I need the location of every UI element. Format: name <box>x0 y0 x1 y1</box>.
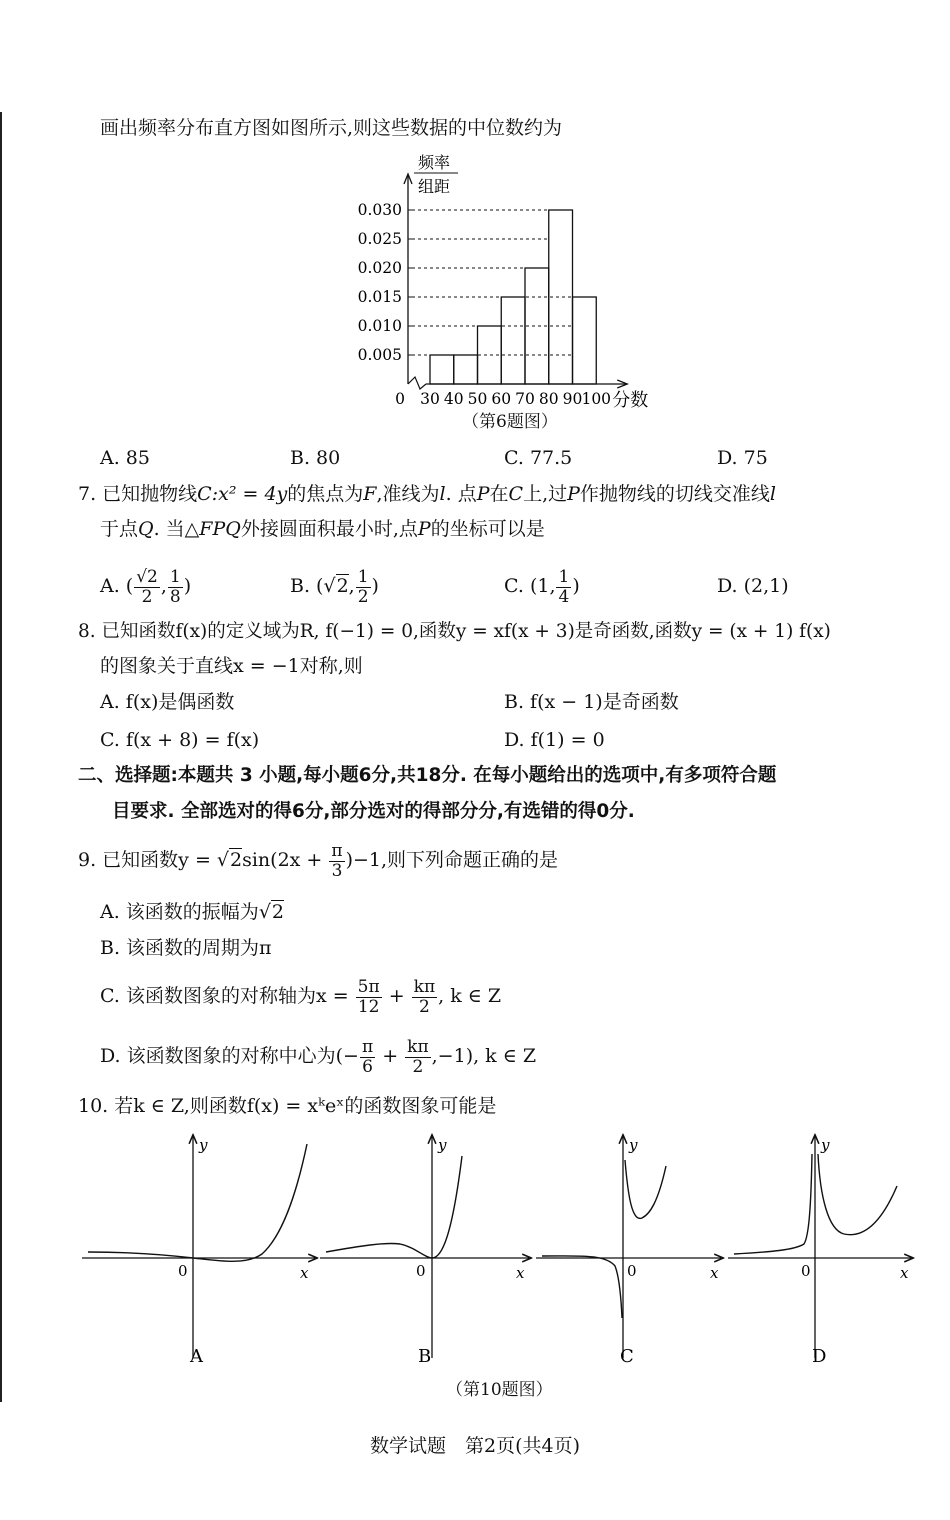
hist-origin-label: 0 <box>395 390 405 408</box>
graph-c-label: C <box>620 1346 634 1367</box>
section2-line2: 目要求. 全部选对的得6分,部分选对的得部分分,有选错的得0分. <box>112 801 635 822</box>
q8-option-b: B. f(x − 1)是奇函数 <box>504 691 679 713</box>
graph-b-y-label: y <box>438 1136 447 1154</box>
q6-option-d: D. 75 <box>717 447 768 469</box>
q7-option-a: A. ( $\frac{√2}{2}$ , $\frac{1}{8}$ ) <box>100 566 192 607</box>
q8-option-c: C. f(x + 8) = f(x) <box>100 729 260 751</box>
hist-xlabel: 分数 <box>612 390 649 411</box>
q9-option-b: B. 该函数的周期为π <box>100 937 272 959</box>
hist-x-tick-label: 60 <box>491 390 512 408</box>
hist-x-tick-label: 80 <box>538 390 559 408</box>
q8-line2: 的图象关于直线x = −1对称,则 <box>100 655 363 677</box>
section2-line1: 二、选择题:本题共 3 小题,每小题6分,共18分. 在每小题给出的选项中,有多项符合题 <box>78 765 777 786</box>
graph-d-y-label: y <box>821 1136 830 1154</box>
q10-caption: （第10题图） <box>446 1380 553 1400</box>
q9-option-d: D. 该函数图象的对称中心为(− $\frac{\pi}{6}$ + $\frac{k\pi}{2}$ ,−1), k ∈ Z <box>100 1036 537 1077</box>
graph-a-label: A <box>190 1346 203 1367</box>
hist-y-tick-label: 0.025 <box>357 230 402 248</box>
graph-d <box>728 1136 912 1367</box>
q9-option-c: C. 该函数图象的对称轴为x = $\frac{5\pi}{12}$ + $\frac{k\pi}{2}$ , k ∈ Z <box>100 976 502 1017</box>
graph-d-x-label: x <box>900 1264 909 1282</box>
q7-option-c: C. (1, $\frac{1}{4}$ ) <box>504 566 580 607</box>
hist-y-tick-label: 0.015 <box>357 288 402 306</box>
q10-stem: 10. 若k ∈ Z,则函数f(x) = xᵏeˣ的函数图象可能是 <box>78 1095 497 1117</box>
hist-axis-break <box>408 377 426 389</box>
q6-stem-tail: 画出频率分布直方图如图所示,则这些数据的中位数约为 <box>100 117 563 139</box>
graph-b-label: B <box>418 1346 432 1367</box>
hist-y-tick-label: 0.010 <box>357 317 402 335</box>
q7-option-b: B. (√2, $\frac{1}{2}$ ) <box>290 566 379 607</box>
graph-b-x-label: x <box>516 1264 525 1282</box>
hist-y-tick-label: 0.020 <box>357 259 402 277</box>
hist-bar <box>454 355 478 384</box>
histogram-chart <box>340 146 670 436</box>
hist-ylabel-bottom: 组距 <box>418 177 451 196</box>
hist-x-tick-label: 100 <box>581 390 612 408</box>
graph-c <box>536 1136 722 1367</box>
hist-bar <box>501 297 525 384</box>
q7-line1: 7. 已知抛物线C:x² = 4y的焦点为F,准线为l. 点P在C上,过P作抛物线的切线交准线l <box>78 483 776 505</box>
q8-option-d: D. f(1) = 0 <box>504 729 605 751</box>
q8-option-a: A. f(x)是偶函数 <box>100 691 235 713</box>
q6-option-c: C. 77.5 <box>504 447 573 469</box>
graph-a-y-label: y <box>199 1136 208 1154</box>
q6-option-a: A. 85 <box>100 447 150 469</box>
q7-line2: 于点Q. 当△FPQ外接圆面积最小时,点P的坐标可以是 <box>100 518 545 540</box>
graph-b <box>320 1136 530 1367</box>
hist-y-tick-label: 0.005 <box>357 346 402 364</box>
q7-option-d: D. (2,1) <box>717 575 789 597</box>
page-footer: 数学试题 第2页(共4页) <box>370 1435 581 1457</box>
q9-option-a: A. 该函数的振幅为√2 <box>100 901 285 923</box>
hist-x-tick-label: 40 <box>443 390 464 408</box>
q10-graphs <box>0 1126 950 1376</box>
hist-bar <box>573 297 597 384</box>
graph-a-origin: 0 <box>178 1262 188 1280</box>
graph-c-origin: 0 <box>627 1262 637 1280</box>
graph-a <box>82 1136 316 1367</box>
q8-line1: 8. 已知函数f(x)的定义域为R, f(−1) = 0,函数y = xf(x + 3)是奇函数,函数y = (x + 1) f(x) <box>78 621 831 642</box>
graph-a-x-label: x <box>300 1264 309 1282</box>
q6-option-b: B. 80 <box>290 447 341 469</box>
hist-ylabel-top: 频率 <box>418 153 451 172</box>
hist-x-tick-label: 90 <box>562 390 583 408</box>
graph-b-origin: 0 <box>416 1262 426 1280</box>
hist-x-tick-label: 70 <box>515 390 535 408</box>
graph-d-label: D <box>812 1346 827 1367</box>
hist-y-tick-label: 0.030 <box>357 201 402 219</box>
graph-c-x-label: x <box>710 1264 719 1282</box>
graph-c-y-label: y <box>629 1136 638 1154</box>
graph-d-origin: 0 <box>801 1262 811 1280</box>
hist-x-tick-label: 30 <box>420 390 440 408</box>
hist-x-tick-label: 50 <box>467 390 488 408</box>
q9-stem: 9. 已知函数y = √2sin(2x + $\frac{\pi}{3}$ )−1,则下列命题正确的是 <box>78 840 559 881</box>
hist-bar <box>430 355 454 384</box>
q6-caption: （第6题图） <box>462 412 558 432</box>
